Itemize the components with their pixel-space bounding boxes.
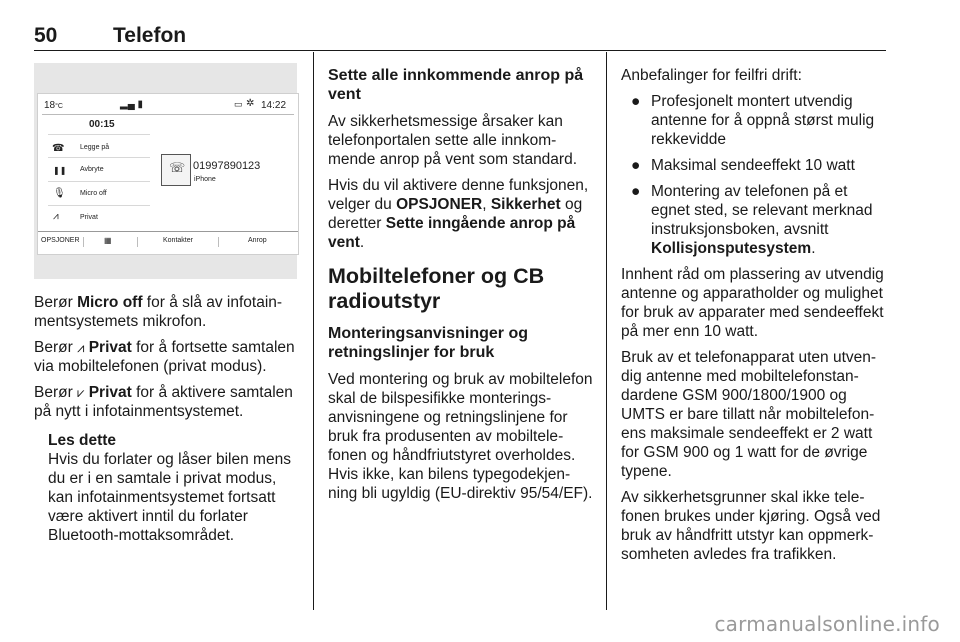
caller-number: 01997890123 — [193, 160, 261, 172]
watermark: carmanualsonline.info — [714, 612, 940, 636]
paragraph: Berør ⩗ Privat for å aktivere samtalen på nytt i infotainmentsystemet. — [34, 384, 293, 420]
paragraph: Innhent råd om plassering av utvendig antenne og apparatholder og mulighet for bruk av apparater med sendeeffekt på mer enn 10 watt. — [621, 266, 884, 340]
menu-item-private[interactable]: Privat — [80, 214, 98, 221]
note-title: Les dette — [48, 432, 117, 449]
gear-icon: ✲ — [246, 98, 255, 109]
infotainment-display — [37, 93, 299, 255]
menu-item-pause[interactable]: Avbryte — [80, 166, 104, 173]
paragraph: Anbefalinger for feilfri drift: — [621, 67, 802, 84]
hangup-icon: ☎ — [52, 143, 65, 154]
list-item: ● Profesjonelt montert utvendig antenne for å oppnå størst mulig rekkevidde — [631, 93, 875, 148]
private-mode-icon: ⩘ — [77, 340, 85, 355]
handsfree-mode-icon: ⩗ — [77, 385, 85, 400]
call-duration: 00:15 — [89, 119, 115, 130]
signal-icon: ▂▄ ▮ — [120, 99, 144, 110]
column-divider — [606, 52, 607, 610]
clock: 14:22 — [261, 100, 287, 111]
contacts-button[interactable]: Kontakter — [163, 237, 193, 244]
menu-divider — [48, 157, 150, 158]
paragraph: Hvis du vil aktivere denne funksjonen, velger du OPSJONER, Sikkerhet og deretter Sette inngående anrop på vent. — [328, 177, 589, 251]
page-number: 50 — [34, 24, 58, 47]
paragraph: Av sikkerhetsgrunner skal ikke telefonen brukes under kjøring. Også ved bruk av håndfritt utstyr kan oppmerksomheten avledes fra trafikken. — [621, 489, 881, 563]
temperature: 18°C — [44, 100, 63, 111]
menu-item-hangup[interactable]: Legge på — [80, 144, 110, 151]
private-icon: ⩘ — [53, 211, 59, 222]
paragraph: Berør ⩘ Privat for å fortsette samtalen via mobiltelefonen (privat modus). — [34, 339, 295, 375]
paragraph: Ved montering og bruk av mobiltelefon skal de bilspesifikke monteringsanvisningene og retningslinjene for bruk fra produsenten av mobiltelefonen og håndfriutstyret overholdes. Hvis ikke, kan bilens typegodekjenning bli ugyldig (EU-direktiv 95/54/EF). — [328, 371, 593, 502]
calls-button[interactable]: Anrop — [248, 237, 267, 244]
column-1 — [34, 293, 299, 545]
bullet: ● — [631, 157, 641, 174]
caller-device: iPhone — [194, 176, 216, 183]
pause-icon: ❚❚ — [53, 166, 67, 175]
note-box — [48, 431, 299, 545]
menu-divider — [48, 205, 150, 206]
bullet-list — [621, 92, 889, 258]
column-divider — [313, 52, 314, 610]
keypad-icon[interactable]: ▦ — [104, 236, 112, 245]
menu-divider — [48, 134, 150, 135]
page-title: Telefon — [113, 24, 187, 47]
paragraph: Berør Micro off for å slå av infotainmentsystemets mikrofon. — [34, 294, 283, 330]
mic-off-icon: 🎙 — [53, 188, 66, 199]
bar-divider — [137, 237, 138, 247]
bullet: ● — [631, 183, 641, 200]
paragraph: Bruk av et telefonapparat uten utvendig antenne med mobiltelefonstandardene GSM 900/1800/1900 og UMTS er bare tillatt når mobiltelefonens maksimale sendeeffekt er 2 watt for GSM 900 og 1 watt for de øvrige typene. — [621, 349, 877, 480]
bullet: ● — [631, 93, 641, 110]
bar-divider — [218, 237, 219, 247]
column-2 — [328, 66, 593, 510]
note-text: Hvis du forlater og låser bilen mens du er i en samtale i privat modus, kan infotainmentsystemet fortsatt være aktivert inntil du forlater Bluetooth-mottaksområdet. — [48, 451, 291, 544]
section-heading: Monteringsanvisninger og retningslinjer for bruk — [328, 325, 529, 361]
paragraph: Av sikkerhetsmessige årsaker kan telefonportalen sette alle innkommende anrop på vent som standard. — [328, 113, 578, 168]
section-heading: Sette alle innkommende anrop på vent — [328, 67, 584, 103]
bottom-bar-divider — [38, 231, 298, 232]
phone-icon: ☏ — [169, 160, 186, 175]
options-button[interactable]: OPSJONER — [41, 237, 80, 244]
page-header — [34, 24, 886, 51]
menu-divider — [48, 181, 150, 182]
message-icon: ▭ — [234, 99, 243, 109]
column-3 — [621, 66, 889, 571]
caller-avatar — [161, 154, 191, 186]
list-item: ● Montering av telefonen på et egnet sted, se relevant merknad instruksjonsboken, avsnitt Kollisjonsputesystem. — [631, 183, 873, 257]
status-divider — [42, 114, 294, 115]
bar-divider — [83, 237, 84, 247]
chapter-heading: Mobiltelefoner og CB radioutstyr — [328, 264, 545, 313]
list-item: ● Maksimal sendeeffekt 10 watt — [631, 157, 855, 174]
menu-item-micro-off[interactable]: Micro off — [80, 190, 107, 197]
